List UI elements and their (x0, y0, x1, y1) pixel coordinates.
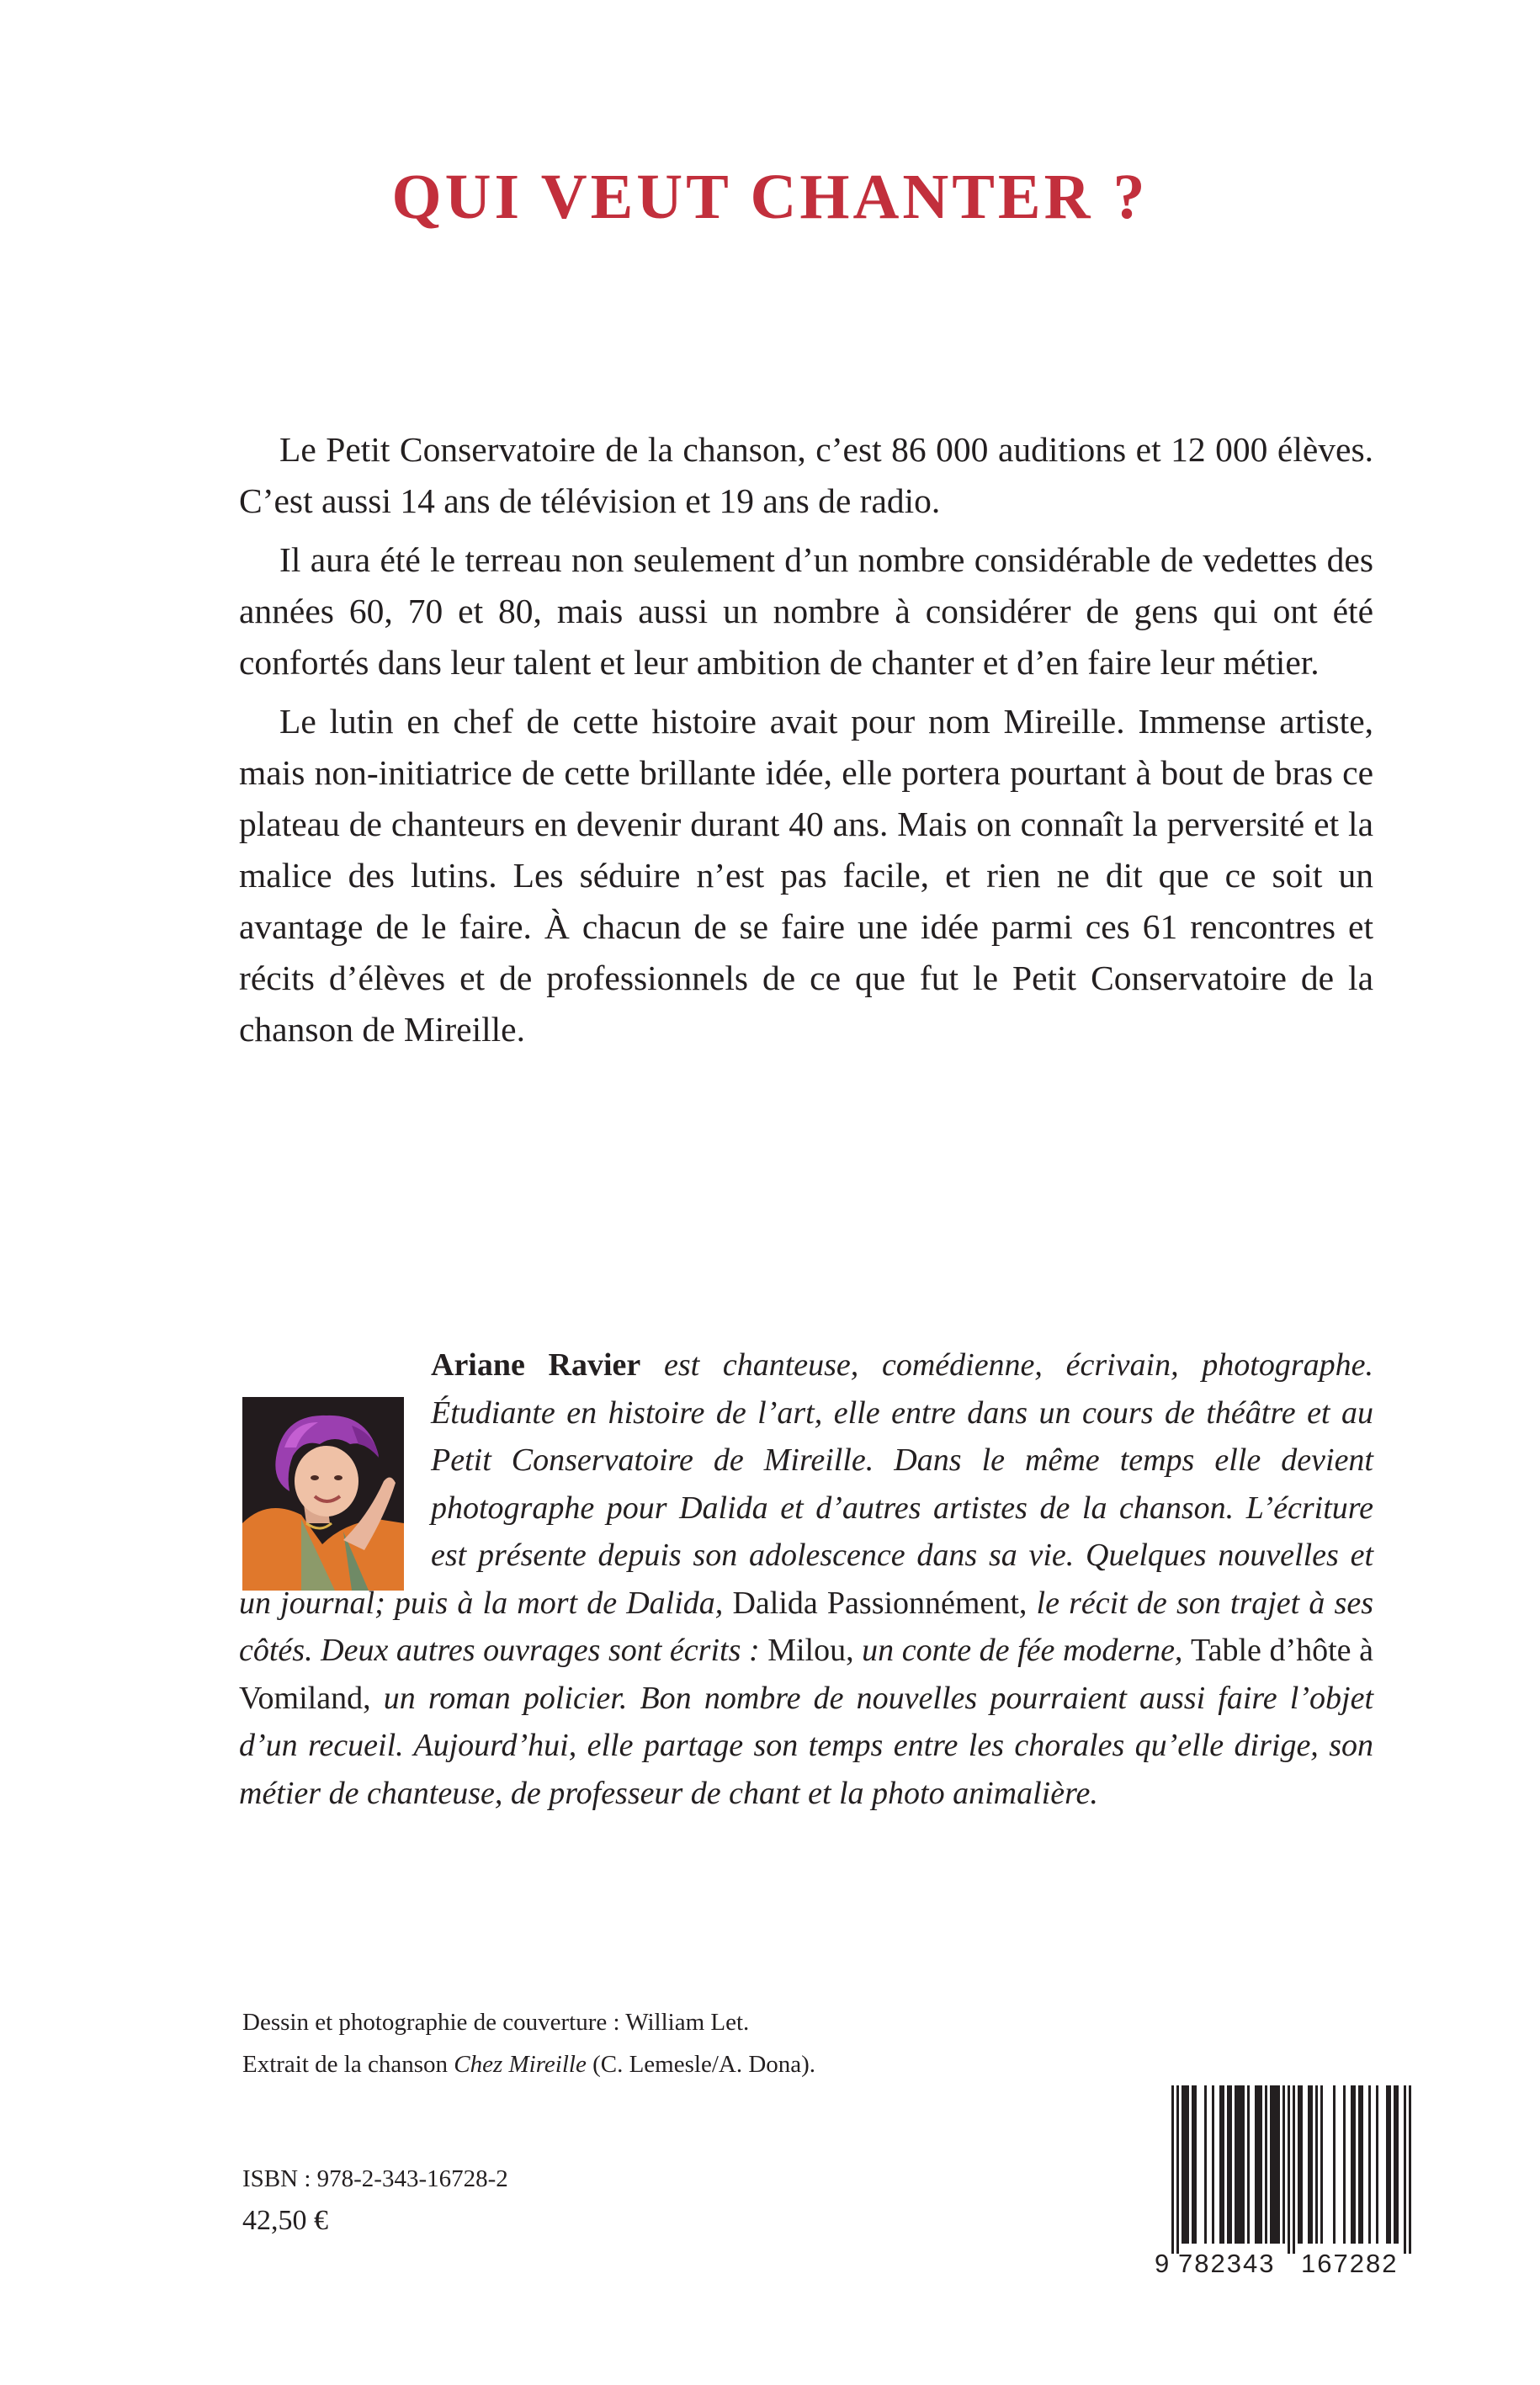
book-title: QUI VEUT CHANTER ? (391, 162, 1149, 232)
barcode-bar (1343, 2085, 1346, 2244)
barcode-bar (1333, 2085, 1336, 2244)
barcode-bar (1404, 2085, 1406, 2254)
price: 42,50 € (242, 2205, 328, 2236)
barcode-bar (1255, 2085, 1257, 2244)
credit-line-illustration: Dessin et photographie de couverture : William Let. (242, 2009, 750, 2036)
summary-paragraph: Il aura été le terreau non seulement d’un nombre considérable de vedettes des années 60, 70 et 80, mais aussi un nombre à considérer de gens qui ont été confortés dans leur talent et leur ambition de chanter et d’en faire leur métier. (239, 540, 1373, 682)
barcode-bar (1227, 2085, 1229, 2244)
barcode-left-digits: 782343 (1178, 2249, 1276, 2278)
barcode-bar (1409, 2085, 1411, 2254)
isbn-barcode (1153, 2084, 1431, 2279)
barcode-bar (1171, 2085, 1174, 2254)
barcode-bars (1171, 2085, 1411, 2254)
barcode-bar (1320, 2085, 1323, 2244)
barcode-bar (1275, 2085, 1277, 2244)
barcode-bar (1212, 2085, 1214, 2244)
barcode-bar (1282, 2085, 1285, 2244)
barcode-bar (1358, 2085, 1361, 2244)
barcode-bar (1247, 2085, 1250, 2244)
barcode-bar (1257, 2085, 1260, 2244)
author-name: Ariane Ravier (431, 1347, 641, 1383)
barcode-bar (1353, 2085, 1356, 2244)
isbn-price-block (242, 2158, 508, 2242)
isbn: ISBN : 978-2-343-16728-2 (242, 2165, 508, 2192)
song-title: Chez Mireille (454, 2051, 587, 2078)
author-biography (239, 1341, 1373, 1817)
bio-text: est chanteuse, comédienne, écrivain, photographe. Étudiante en histoire de l’art, elle entre dans un cours de théâtre et au Petit Conservatoire de Mireille. Dans le même temps elle devient photographe pour Dalida et d’autres artistes de la chanson. L’écriture est présente depuis son adolescence dans sa vie. Quelques nouvelles et un journal; puis à la mort de Dalida, (239, 1347, 1373, 1621)
barcode-bar (1222, 2085, 1224, 2244)
work-title: Milou, (767, 1633, 854, 1668)
barcode-bar (1187, 2085, 1189, 2244)
barcode-bar (1237, 2085, 1240, 2244)
barcode-bar (1240, 2085, 1242, 2244)
barcode-bar (1368, 2085, 1371, 2244)
barcode-bar (1310, 2085, 1313, 2244)
work-title: Dalida Passionnément, (732, 1585, 1028, 1621)
bio-text: le récit de son trajet à ses côtés. Deux autres ouvrages sont écrits : (239, 1585, 1373, 1668)
barcode-bar (1235, 2085, 1237, 2244)
barcode-bar (1272, 2085, 1275, 2244)
barcode-bar (1394, 2085, 1396, 2244)
barcode-bar (1386, 2085, 1389, 2244)
barcode-first-digit: 9 (1155, 2249, 1170, 2278)
barcode-bar (1184, 2085, 1187, 2244)
barcode-graphic (1153, 2084, 1431, 2279)
barcode-bar (1242, 2085, 1245, 2244)
work-title: Table d’hôte à Vomiland, (239, 1633, 1373, 1716)
barcode-bar (1204, 2085, 1207, 2244)
barcode-bar (1396, 2085, 1399, 2244)
barcode-bar (1219, 2085, 1222, 2244)
barcode-bar (1315, 2085, 1318, 2244)
barcode-bar (1270, 2085, 1272, 2244)
barcode-bar (1176, 2085, 1179, 2254)
barcode-bar (1229, 2085, 1232, 2244)
credit-text: (C. Lemesle/A. Dona). (586, 2051, 816, 2078)
barcode-bar (1194, 2085, 1197, 2244)
barcode-bar (1182, 2085, 1184, 2244)
barcode-bar (1300, 2085, 1303, 2244)
barcode-bar (1293, 2085, 1295, 2254)
barcode-bar (1192, 2085, 1194, 2244)
barcode-bar (1308, 2085, 1310, 2244)
barcode-bar (1298, 2085, 1300, 2244)
bio-text: un conte de fée moderne, (853, 1633, 1192, 1668)
cover-credits (242, 2001, 815, 2085)
bio-text: un roman policier. Bon nombre de nouvelles pourraient aussi faire l’objet d’un recueil. Aujourd’hui, elle partage son temps entre les chorales qu’elle dirige, son métier de chanteuse, de professeur de chant et la photo animalière. (239, 1680, 1373, 1811)
barcode-bar (1260, 2085, 1262, 2244)
summary-paragraph: Le lutin en chef de cette histoire avait pour nom Mireille. Immense artiste, mais non-initiatrice de cette brillante idée, elle portera pourtant à bout de bras ce plateau de chanteurs en devenir durant 40 ans. Mais on connaît la perversité et la malice des lutins. Les séduire n’est pas facile, et rien ne dit que ce soit un avantage de le faire. À chacun de se faire une idée parmi ces 61 rencontres et récits d’élèves et de professionnels de ce que fut le Petit Conservatoire de la chanson de Mireille. (239, 702, 1373, 1049)
barcode-right-digits: 167282 (1301, 2249, 1399, 2278)
credit-text: Extrait de la chanson (242, 2051, 454, 2078)
barcode-bar (1361, 2085, 1363, 2244)
barcode-bar (1389, 2085, 1391, 2244)
photo-placeholder (239, 1341, 431, 1569)
summary-paragraph: Le Petit Conservatoire de la chanson, c’est 86 000 auditions et 12 000 élèves. C’est aussi 14 ans de télévision et 19 ans de radio. (239, 430, 1373, 520)
barcode-bar (1376, 2085, 1378, 2244)
credit-line-song (242, 2043, 815, 2085)
book-summary (239, 424, 1373, 1063)
barcode-bar (1277, 2085, 1280, 2244)
barcode-bar (1351, 2085, 1353, 2244)
barcode-bar (1288, 2085, 1290, 2254)
barcode-bar (1265, 2085, 1267, 2244)
